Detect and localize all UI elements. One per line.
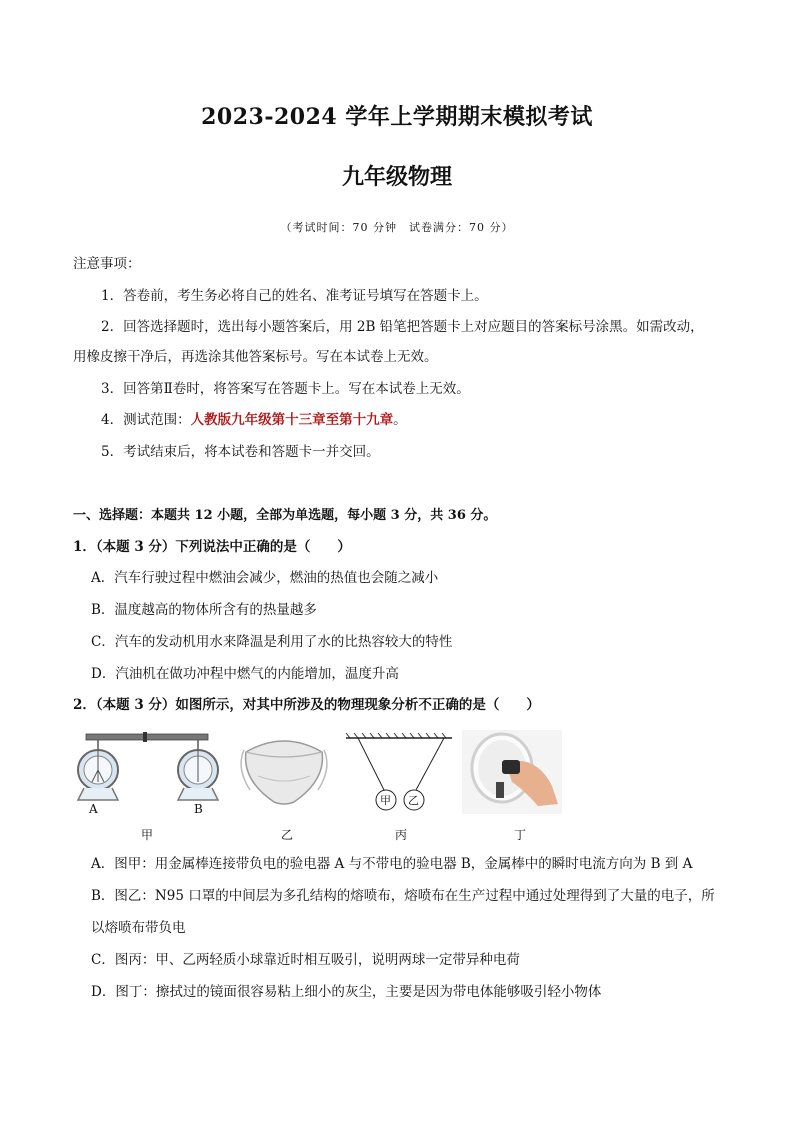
exam-subject: 九年级物理	[341, 164, 452, 190]
figure-caption-bing: 丙	[395, 828, 408, 842]
notes-heading: 注意事项：	[73, 256, 141, 272]
ball-jia-label: 甲	[380, 794, 391, 807]
q2-stem: 2．（本题 3 分）如图所示，对其中所涉及的物理现象分析不正确的是（ ）	[73, 697, 540, 713]
electroscope-figure	[68, 728, 228, 808]
test-range: 人教版九年级第十三章至第十九章	[190, 412, 394, 428]
electroscope-b-label: B	[194, 802, 203, 816]
q1-option-b: B．温度越高的物体所含有的热量越多	[91, 602, 317, 618]
figure-caption-jia: 甲	[141, 828, 154, 842]
q1-option-a: A．汽车行驶过程中燃油会减少，燃油的热值也会随之减小	[91, 570, 439, 586]
section-1-heading	[73, 506, 496, 526]
note-item-2-line-2: 用橡皮擦干净后，再选涂其他答案标号。写在本试卷上无效。	[73, 349, 438, 365]
q1-stem: 1．（本题 3 分）下列说法中正确的是（ ）	[73, 539, 351, 555]
pendulum-figure	[344, 728, 454, 812]
figure-caption-ding: 丁	[514, 828, 527, 842]
mirror-figure	[462, 730, 562, 814]
exam-info: （考试时间：70 分钟 试卷满分：70 分）	[280, 221, 514, 234]
q2-option-c: C．图丙：甲、乙两轻质小球靠近时相互吸引，说明两球一定带异种电荷	[91, 952, 520, 968]
note-item-1: 1．答卷前，考生务必将自己的姓名、准考证号填写在答题卡上。	[101, 288, 488, 304]
q2-option-b-line-1: B．图乙：N95 口罩的中间层为多孔结构的熔喷布，熔喷布在生产过程中通过处理得到了大量的电子，所	[91, 888, 715, 904]
exam-title: 2023-2024 学年上学期期末模拟考试	[201, 104, 593, 130]
note-item-4-suffix: 。	[393, 412, 407, 428]
mask-figure	[236, 732, 332, 810]
note-item-4-prefix: 4．测试范围：	[101, 412, 191, 428]
section-1-text: 本题共 12 小题，全部为单选题，每小题 3 分，共 36 分。	[151, 508, 497, 523]
section-1-prefix: 一、选择题：	[73, 508, 152, 523]
figure-caption-yi: 乙	[281, 828, 294, 842]
note-item-4	[101, 410, 407, 430]
ball-yi-label: 乙	[408, 794, 419, 807]
electroscope-a-label: A	[89, 802, 98, 816]
q2-option-b-line-2: 以熔喷布带负电	[91, 920, 186, 936]
note-item-3: 3．回答第Ⅱ卷时，将答案写在答题卡上。写在本试卷上无效。	[101, 381, 470, 397]
note-item-2-line-1: 2．回答选择题时，选出每小题答案后，用 2B 铅笔把答题卡上对应题目的答案标号涂黑。如需改动，	[101, 319, 704, 335]
q1-option-c: C．汽车的发动机用水来降温是利用了水的比热容较大的特性	[91, 634, 453, 650]
q2-option-a: A．图甲：用金属棒连接带负电的验电器 A 与不带电的验电器 B，金属棒中的瞬时电流方向为 B 到 A	[91, 856, 693, 872]
q1-option-d: D．汽油机在做功冲程中燃气的内能增加，温度升高	[91, 666, 399, 682]
q2-option-d: D．图丁：擦拭过的镜面很容易粘上细小的灰尘，主要是因为带电体能够吸引轻小物体	[91, 984, 602, 1000]
note-item-5: 5．考试结束后，将本试卷和答题卡一并交回。	[101, 444, 380, 460]
